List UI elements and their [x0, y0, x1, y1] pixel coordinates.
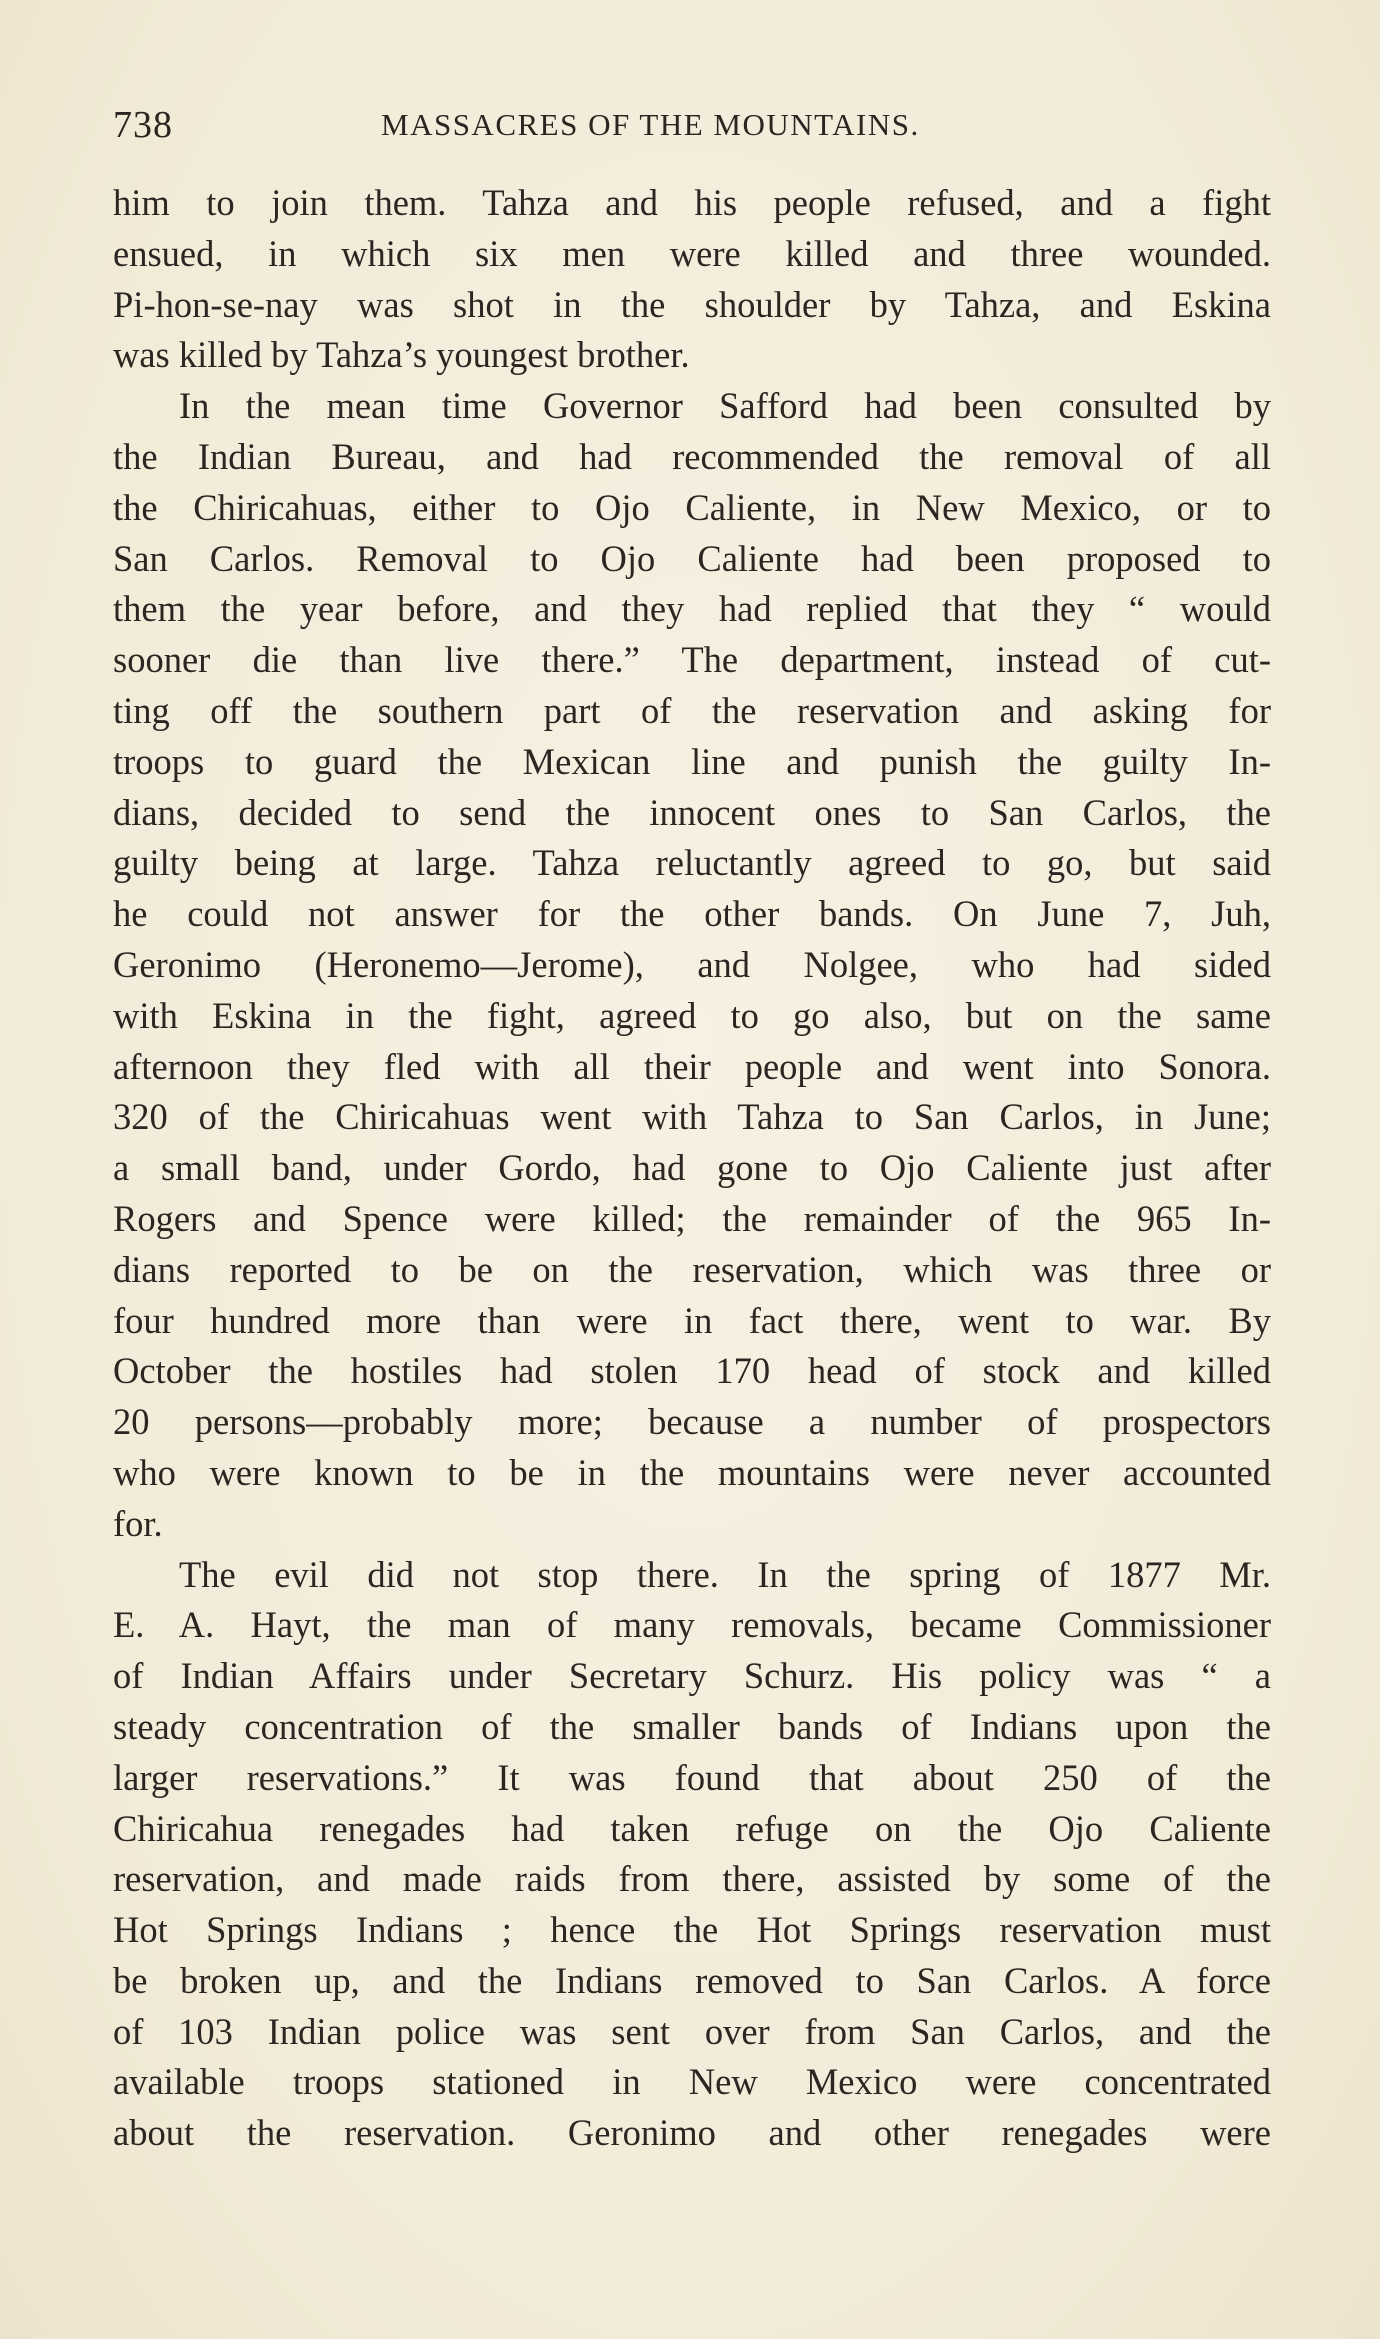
text-line: ting off the southern part of the reservation and asking for	[113, 689, 1271, 731]
text-line: E. A. Hayt, the man of many removals, became Commissioner	[113, 1604, 1271, 1646]
text-line: sooner die than live there.” The department, instead of cut-	[113, 639, 1271, 681]
text-line: Hot Springs Indians ; hence the Hot Springs reservation must	[113, 1909, 1271, 1951]
text-line: available troops stationed in New Mexico were concentrated	[113, 2061, 1271, 2103]
text-line: The evil did not stop there. In the spring of 1877 Mr.	[179, 1553, 1271, 1595]
text-line: of 103 Indian police was sent over from San Carlos, and the	[113, 2010, 1271, 2052]
text-line: about the reservation. Geronimo and other renegades were	[113, 2112, 1271, 2154]
text-line: steady concentration of the smaller bands of Indians upon the	[113, 1705, 1271, 1747]
text-line: larger reservations.” It was found that about 250 of the	[113, 1756, 1271, 1798]
text-line: troops to guard the Mexican line and punish the guilty In-	[113, 740, 1271, 782]
running-head	[113, 103, 1273, 153]
text-line: 320 of the Chiricahuas went with Tahza to San Carlos, in June;	[113, 1096, 1271, 1138]
text-line: he could not answer for the other bands. On June 7, Juh,	[113, 893, 1271, 935]
text-line: Geronimo (Heronemo—Jerome), and Nolgee, who had sided	[113, 943, 1271, 985]
text-line: 20 persons—probably more; because a number of prospectors	[113, 1401, 1271, 1443]
text-line: San Carlos. Removal to Ojo Caliente had been proposed to	[113, 537, 1271, 579]
running-title: MASSACRES OF THE MOUNTAINS.	[381, 107, 920, 142]
text-line: Rogers and Spence were killed; the remainder of the 965 In-	[113, 1197, 1271, 1239]
text-line: be broken up, and the Indians removed to San Carlos. A force	[113, 1959, 1271, 2001]
text-line: of Indian Affairs under Secretary Schurz. His policy was “ a	[113, 1655, 1271, 1697]
text-line: a small band, under Gordo, had gone to Ojo Caliente just after	[113, 1147, 1271, 1189]
text-line: October the hostiles had stolen 170 head of stock and killed	[113, 1350, 1271, 1392]
page-number: 738	[113, 104, 173, 146]
text-line: with Eskina in the fight, agreed to go also, but on the same	[113, 994, 1271, 1036]
text-line: Chiricahua renegades had taken refuge on the Ojo Caliente	[113, 1807, 1271, 1849]
text-line: who were known to be in the mountains were never accounted	[113, 1451, 1271, 1493]
text-line: for.	[113, 1502, 163, 1544]
text-line: the Indian Bureau, and had recommended the removal of all	[113, 435, 1271, 477]
text-line: dians, decided to send the innocent ones to San Carlos, the	[113, 791, 1271, 833]
text-line: him to join them. Tahza and his people refused, and a fight	[113, 182, 1271, 223]
text-line: dians reported to be on the reservation, which was three or	[113, 1248, 1271, 1290]
text-line: guilty being at large. Tahza reluctantly agreed to go, but said	[113, 842, 1271, 884]
text-line: was killed by Tahza’s youngest brother.	[113, 334, 690, 376]
text-line: four hundred more than were in fact there, went to war. By	[113, 1299, 1271, 1341]
text-line: afternoon they fled with all their people and went into Sonora.	[113, 1045, 1271, 1087]
text-line: them the year before, and they had replied that they “ would	[113, 588, 1271, 630]
text-line: reservation, and made raids from there, assisted by some of the	[113, 1858, 1271, 1900]
text-line: ensued, in which six men were killed and three wounded.	[113, 232, 1271, 274]
text-line: In the mean time Governor Safford had been consulted by	[179, 385, 1271, 427]
text-line: Pi-hon-se-nay was shot in the shoulder by Tahza, and Eskina	[113, 283, 1271, 325]
body-text	[113, 178, 1271, 2159]
text-line: the Chiricahuas, either to Ojo Caliente, in New Mexico, or to	[113, 486, 1271, 528]
